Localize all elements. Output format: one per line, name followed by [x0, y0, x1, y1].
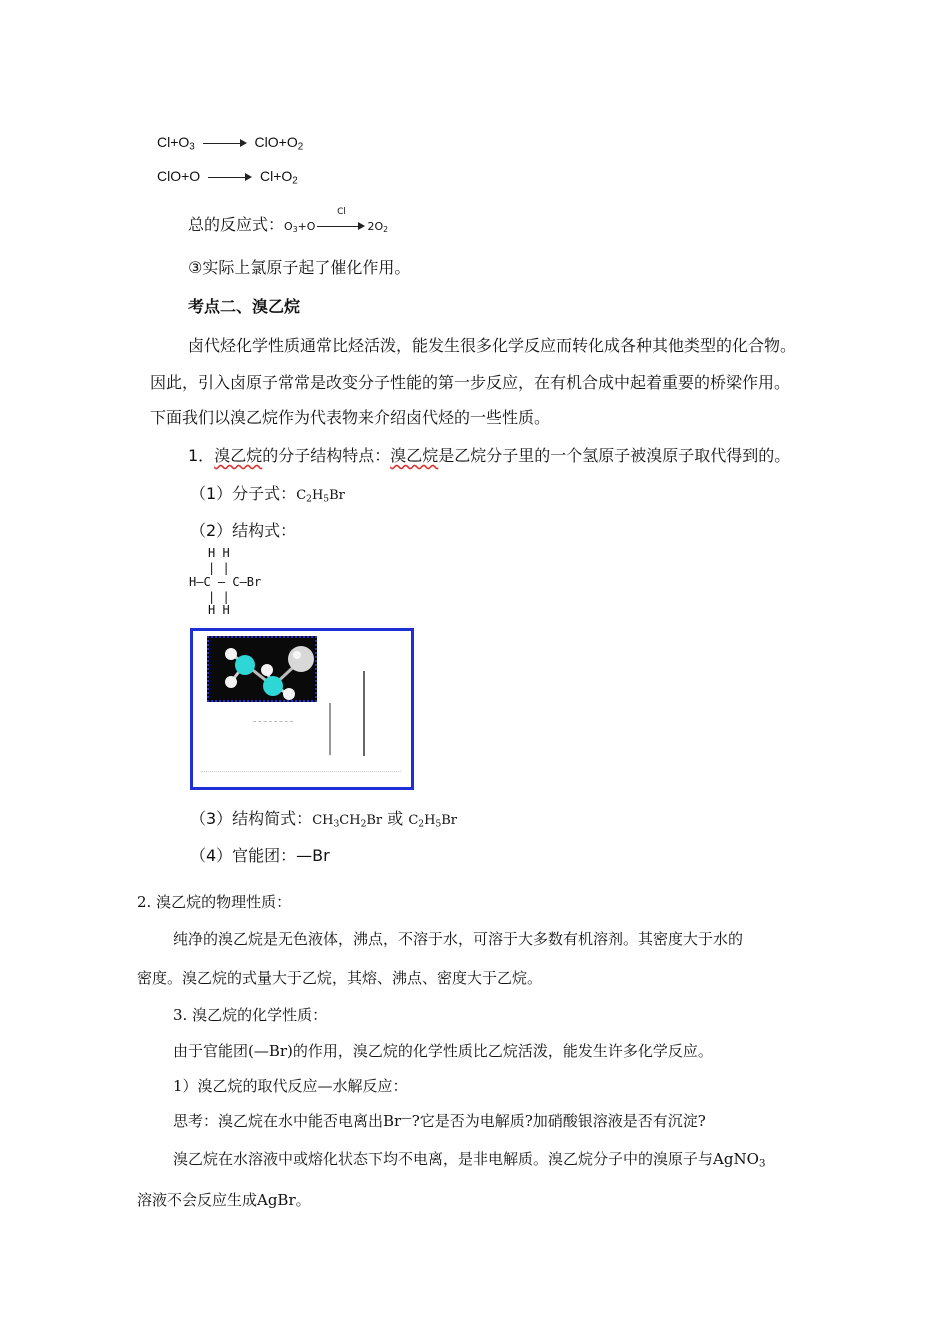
divider-line [201, 771, 401, 772]
divider-line [363, 671, 365, 756]
structure-bonds-top: | | [208, 561, 230, 575]
reaction-arrow [203, 138, 247, 148]
section-3-title: 3. 溴乙烷的化学性质： [173, 1006, 328, 1024]
molecule-model-frame [190, 628, 414, 790]
item-1: 1．溴乙烷的分子结构特点：溴乙烷是乙烷分子里的一个氢原子被溴原子取代得到的。 [188, 446, 791, 465]
intro-line-2: 因此，引入卤原子常常是改变分子性能的第一步反应，在有机合成中起着重要的桥梁作用。 [150, 373, 791, 392]
equation-1: $Cl+O_3$ $ClO+O_2$ [157, 134, 304, 153]
physical-line-2: 密度。溴乙烷的式量大于乙烷，其熔、沸点、密度大于乙烷。 [137, 969, 543, 987]
point-3: ③实际上氯原子起了催化作用。 [188, 258, 411, 277]
chem-line-2: 1）溴乙烷的取代反应—水解反应： [173, 1077, 408, 1095]
chem-line-4: 溴乙烷在水溶液中或熔化状态下均不电离，是非电解质。溴乙烷分子中的溴原子与AgNO$_3$ [173, 1150, 766, 1170]
equation-2: ClO+O $Cl+O_2$ [157, 168, 298, 187]
overall-reaction: 总的反应式：$O_3+O$ Cl $2O_2$ [188, 206, 389, 234]
reaction-arrow [208, 172, 252, 182]
structure-row-middle: H—C — C—Br [189, 575, 262, 589]
section-title: 考点二、溴乙烷 [188, 297, 301, 316]
chem-line-1: 由于官能团(—Br)的作用，溴乙烷的化学性质比乙烷活泼，能发生许多化学反应。 [173, 1042, 713, 1060]
intro-line-3: 下面我们以溴乙烷作为代表物来介绍卤代烃的一些性质。 [150, 408, 551, 427]
structure-row-top: H H [208, 546, 230, 560]
section-2-title: 2. 溴乙烷的物理性质： [137, 893, 292, 911]
molecular-formula: （1）分子式：$C_2H_5Br$ [190, 484, 345, 505]
divider-line [329, 703, 331, 755]
intro-line-1: 卤代烃化学性质通常比烃活泼，能发生很多化学反应而转化成各种其他类型的化合物。 [188, 336, 797, 355]
structure-label: （2）结构式： [190, 521, 297, 540]
catalyst-arrow: Cl [317, 221, 365, 231]
ball-and-stick-model-image [207, 636, 317, 702]
structure-row-bottom: H H [208, 603, 230, 617]
chem-line-5: 溶液不会反应生成AgBr。 [137, 1191, 311, 1209]
chem-think: 思考：溴乙烷在水中能否电离出Br—?它是否为电解质?加硝酸银溶液是否有沉淀? [173, 1111, 706, 1130]
simplified-formula: （3）结构简式：$CH_3CH_2Br$ 或 $C_2H_5Br$ [190, 809, 458, 830]
physical-line-1: 纯净的溴乙烷是无色液体，沸点，不溶于水，可溶于大多数有机溶剂。其密度大于水的 [173, 930, 744, 948]
structure-bonds-bottom: | | [208, 590, 230, 604]
functional-group: （4）官能团：—Br [190, 846, 330, 865]
divider-line [253, 721, 293, 722]
